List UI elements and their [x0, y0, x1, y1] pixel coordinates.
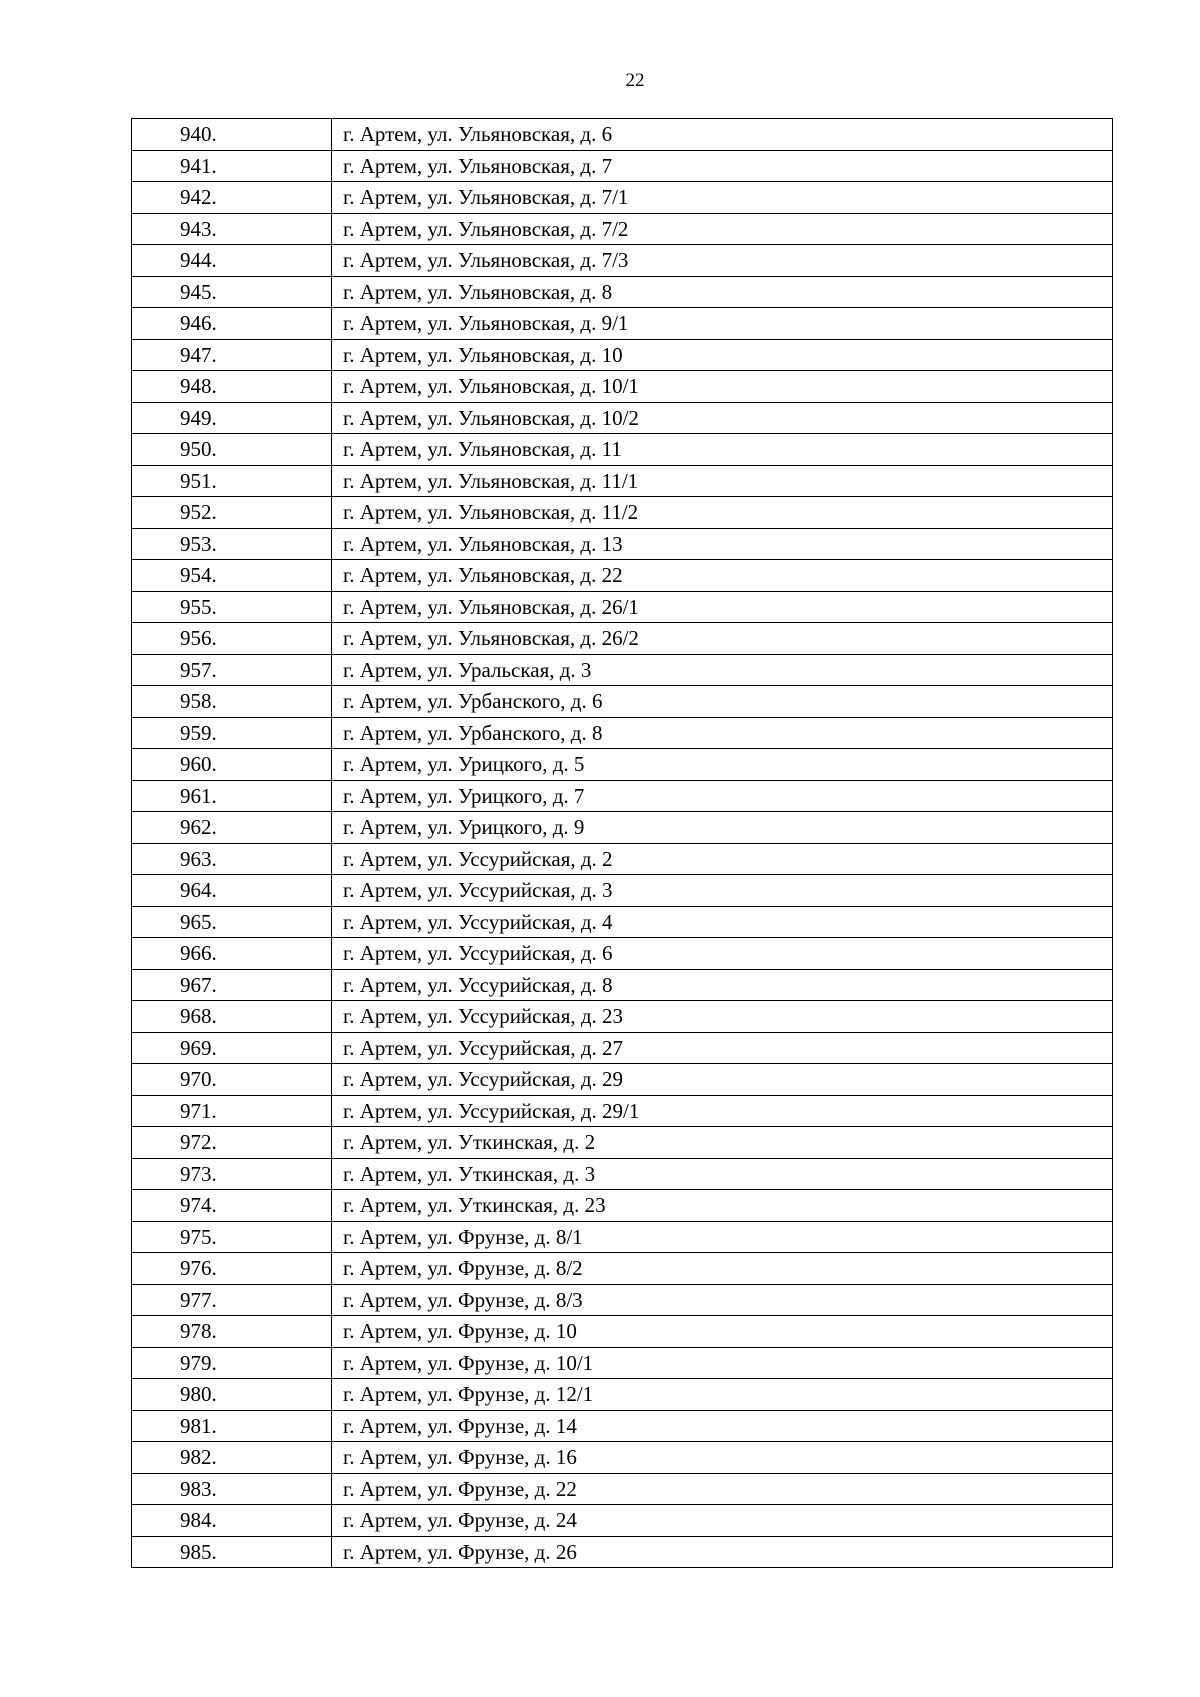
row-address: г. Артем, ул. Ульяновская, д. 22 [332, 560, 1113, 592]
row-number: 941. [132, 150, 332, 182]
table-row [132, 1473, 1113, 1505]
row-address: г. Артем, ул. Фрунзе, д. 8/1 [332, 1221, 1113, 1253]
table-row [132, 686, 1113, 718]
row-address: г. Артем, ул. Ульяновская, д. 26/1 [332, 591, 1113, 623]
row-address: г. Артем, ул. Фрунзе, д. 22 [332, 1473, 1113, 1505]
row-number: 944. [132, 245, 332, 277]
table-row [132, 308, 1113, 340]
table-row [132, 371, 1113, 403]
row-address: г. Артем, ул. Урбанского, д. 6 [332, 686, 1113, 718]
table-row [132, 1410, 1113, 1442]
row-number: 967. [132, 969, 332, 1001]
page-number: 22 [625, 70, 645, 91]
row-address: г. Артем, ул. Ульяновская, д. 7/3 [332, 245, 1113, 277]
row-number: 972. [132, 1127, 332, 1159]
row-address: г. Артем, ул. Ульяновская, д. 9/1 [332, 308, 1113, 340]
table-row [132, 654, 1113, 686]
row-address: г. Артем, ул. Фрунзе, д. 8/3 [332, 1284, 1113, 1316]
table-row [132, 465, 1113, 497]
row-address: г. Артем, ул. Ульяновская, д. 8 [332, 276, 1113, 308]
table-row [132, 276, 1113, 308]
row-address: г. Артем, ул. Уткинская, д. 3 [332, 1158, 1113, 1190]
row-number: 943. [132, 213, 332, 245]
table-row [132, 245, 1113, 277]
row-number: 961. [132, 780, 332, 812]
table-row [132, 591, 1113, 623]
row-address: г. Артем, ул. Уссурийская, д. 2 [332, 843, 1113, 875]
row-number: 985. [132, 1536, 332, 1568]
row-address: г. Артем, ул. Урицкого, д. 7 [332, 780, 1113, 812]
row-number: 948. [132, 371, 332, 403]
table-row [132, 780, 1113, 812]
row-address: г. Артем, ул. Уссурийская, д. 6 [332, 938, 1113, 970]
row-address: г. Артем, ул. Фрунзе, д. 14 [332, 1410, 1113, 1442]
table-row [132, 1505, 1113, 1537]
row-number: 980. [132, 1379, 332, 1411]
row-number: 957. [132, 654, 332, 686]
row-number: 954. [132, 560, 332, 592]
row-number: 963. [132, 843, 332, 875]
table-row [132, 182, 1113, 214]
row-number: 955. [132, 591, 332, 623]
row-number: 973. [132, 1158, 332, 1190]
table-row [132, 623, 1113, 655]
table-row [132, 560, 1113, 592]
row-address: г. Артем, ул. Ульяновская, д. 11 [332, 434, 1113, 466]
row-address: г. Артем, ул. Фрунзе, д. 10/1 [332, 1347, 1113, 1379]
row-address: г. Артем, ул. Фрунзе, д. 8/2 [332, 1253, 1113, 1285]
row-address: г. Артем, ул. Фрунзе, д. 16 [332, 1442, 1113, 1474]
row-number: 960. [132, 749, 332, 781]
table-row [132, 434, 1113, 466]
row-address: г. Артем, ул. Ульяновская, д. 6 [332, 119, 1113, 151]
row-number: 976. [132, 1253, 332, 1285]
row-number: 946. [132, 308, 332, 340]
table-row [132, 497, 1113, 529]
row-address: г. Артем, ул. Ульяновская, д. 10 [332, 339, 1113, 371]
table-row [132, 843, 1113, 875]
table-row [132, 213, 1113, 245]
row-address: г. Артем, ул. Уссурийская, д. 23 [332, 1001, 1113, 1033]
row-number: 978. [132, 1316, 332, 1348]
address-table-body [132, 119, 1113, 1568]
table-row [132, 1253, 1113, 1285]
row-number: 958. [132, 686, 332, 718]
row-number: 966. [132, 938, 332, 970]
row-number: 979. [132, 1347, 332, 1379]
row-number: 962. [132, 812, 332, 844]
row-address: г. Артем, ул. Ульяновская, д. 7/1 [332, 182, 1113, 214]
row-number: 940. [132, 119, 332, 151]
row-address: г. Артем, ул. Фрунзе, д. 26 [332, 1536, 1113, 1568]
row-address: г. Артем, ул. Уссурийская, д. 29/1 [332, 1095, 1113, 1127]
table-row [132, 969, 1113, 1001]
row-number: 947. [132, 339, 332, 371]
row-number: 951. [132, 465, 332, 497]
row-address: г. Артем, ул. Ульяновская, д. 7/2 [332, 213, 1113, 245]
row-number: 956. [132, 623, 332, 655]
row-number: 977. [132, 1284, 332, 1316]
row-number: 982. [132, 1442, 332, 1474]
row-number: 971. [132, 1095, 332, 1127]
row-address: г. Артем, ул. Фрунзе, д. 24 [332, 1505, 1113, 1537]
row-number: 942. [132, 182, 332, 214]
table-row [132, 906, 1113, 938]
row-address: г. Артем, ул. Ульяновская, д. 7 [332, 150, 1113, 182]
row-number: 950. [132, 434, 332, 466]
row-address: г. Артем, ул. Уткинская, д. 23 [332, 1190, 1113, 1222]
row-address: г. Артем, ул. Уткинская, д. 2 [332, 1127, 1113, 1159]
row-address: г. Артем, ул. Урбанского, д. 8 [332, 717, 1113, 749]
table-row [132, 749, 1113, 781]
row-address: г. Артем, ул. Ульяновская, д. 10/1 [332, 371, 1113, 403]
row-number: 952. [132, 497, 332, 529]
table-row [132, 938, 1113, 970]
table-row [132, 1095, 1113, 1127]
table-row [132, 812, 1113, 844]
row-number: 965. [132, 906, 332, 938]
row-address: г. Артем, ул. Уссурийская, д. 4 [332, 906, 1113, 938]
row-number: 984. [132, 1505, 332, 1537]
row-address: г. Артем, ул. Уссурийская, д. 27 [332, 1032, 1113, 1064]
row-number: 968. [132, 1001, 332, 1033]
table-row [132, 1379, 1113, 1411]
row-address: г. Артем, ул. Ульяновская, д. 13 [332, 528, 1113, 560]
row-number: 974. [132, 1190, 332, 1222]
address-table [131, 118, 1113, 1568]
table-row [132, 150, 1113, 182]
table-row [132, 875, 1113, 907]
table-row [132, 1127, 1113, 1159]
row-address: г. Артем, ул. Фрунзе, д. 12/1 [332, 1379, 1113, 1411]
row-address: г. Артем, ул. Уссурийская, д. 3 [332, 875, 1113, 907]
row-number: 964. [132, 875, 332, 907]
table-row [132, 717, 1113, 749]
table-row [132, 119, 1113, 151]
row-address: г. Артем, ул. Уральская, д. 3 [332, 654, 1113, 686]
table-row [132, 528, 1113, 560]
table-row [132, 1001, 1113, 1033]
row-address: г. Артем, ул. Ульяновская, д. 10/2 [332, 402, 1113, 434]
row-number: 949. [132, 402, 332, 434]
table-row [132, 1316, 1113, 1348]
table-row [132, 339, 1113, 371]
row-address: г. Артем, ул. Ульяновская, д. 11/1 [332, 465, 1113, 497]
row-number: 945. [132, 276, 332, 308]
row-number: 981. [132, 1410, 332, 1442]
row-number: 969. [132, 1032, 332, 1064]
table-row [132, 1536, 1113, 1568]
table-row [132, 1347, 1113, 1379]
row-number: 959. [132, 717, 332, 749]
row-address: г. Артем, ул. Урицкого, д. 5 [332, 749, 1113, 781]
row-address: г. Артем, ул. Уссурийская, д. 29 [332, 1064, 1113, 1096]
row-address: г. Артем, ул. Уссурийская, д. 8 [332, 969, 1113, 1001]
row-number: 983. [132, 1473, 332, 1505]
table-row [132, 1032, 1113, 1064]
row-address: г. Артем, ул. Фрунзе, д. 10 [332, 1316, 1113, 1348]
table-row [132, 1284, 1113, 1316]
table-row [132, 1442, 1113, 1474]
row-number: 953. [132, 528, 332, 560]
table-row [132, 1221, 1113, 1253]
row-address: г. Артем, ул. Урицкого, д. 9 [332, 812, 1113, 844]
table-row [132, 1190, 1113, 1222]
row-number: 970. [132, 1064, 332, 1096]
row-number: 975. [132, 1221, 332, 1253]
table-row [132, 1158, 1113, 1190]
table-row [132, 402, 1113, 434]
table-row [132, 1064, 1113, 1096]
row-address: г. Артем, ул. Ульяновская, д. 11/2 [332, 497, 1113, 529]
row-address: г. Артем, ул. Ульяновская, д. 26/2 [332, 623, 1113, 655]
